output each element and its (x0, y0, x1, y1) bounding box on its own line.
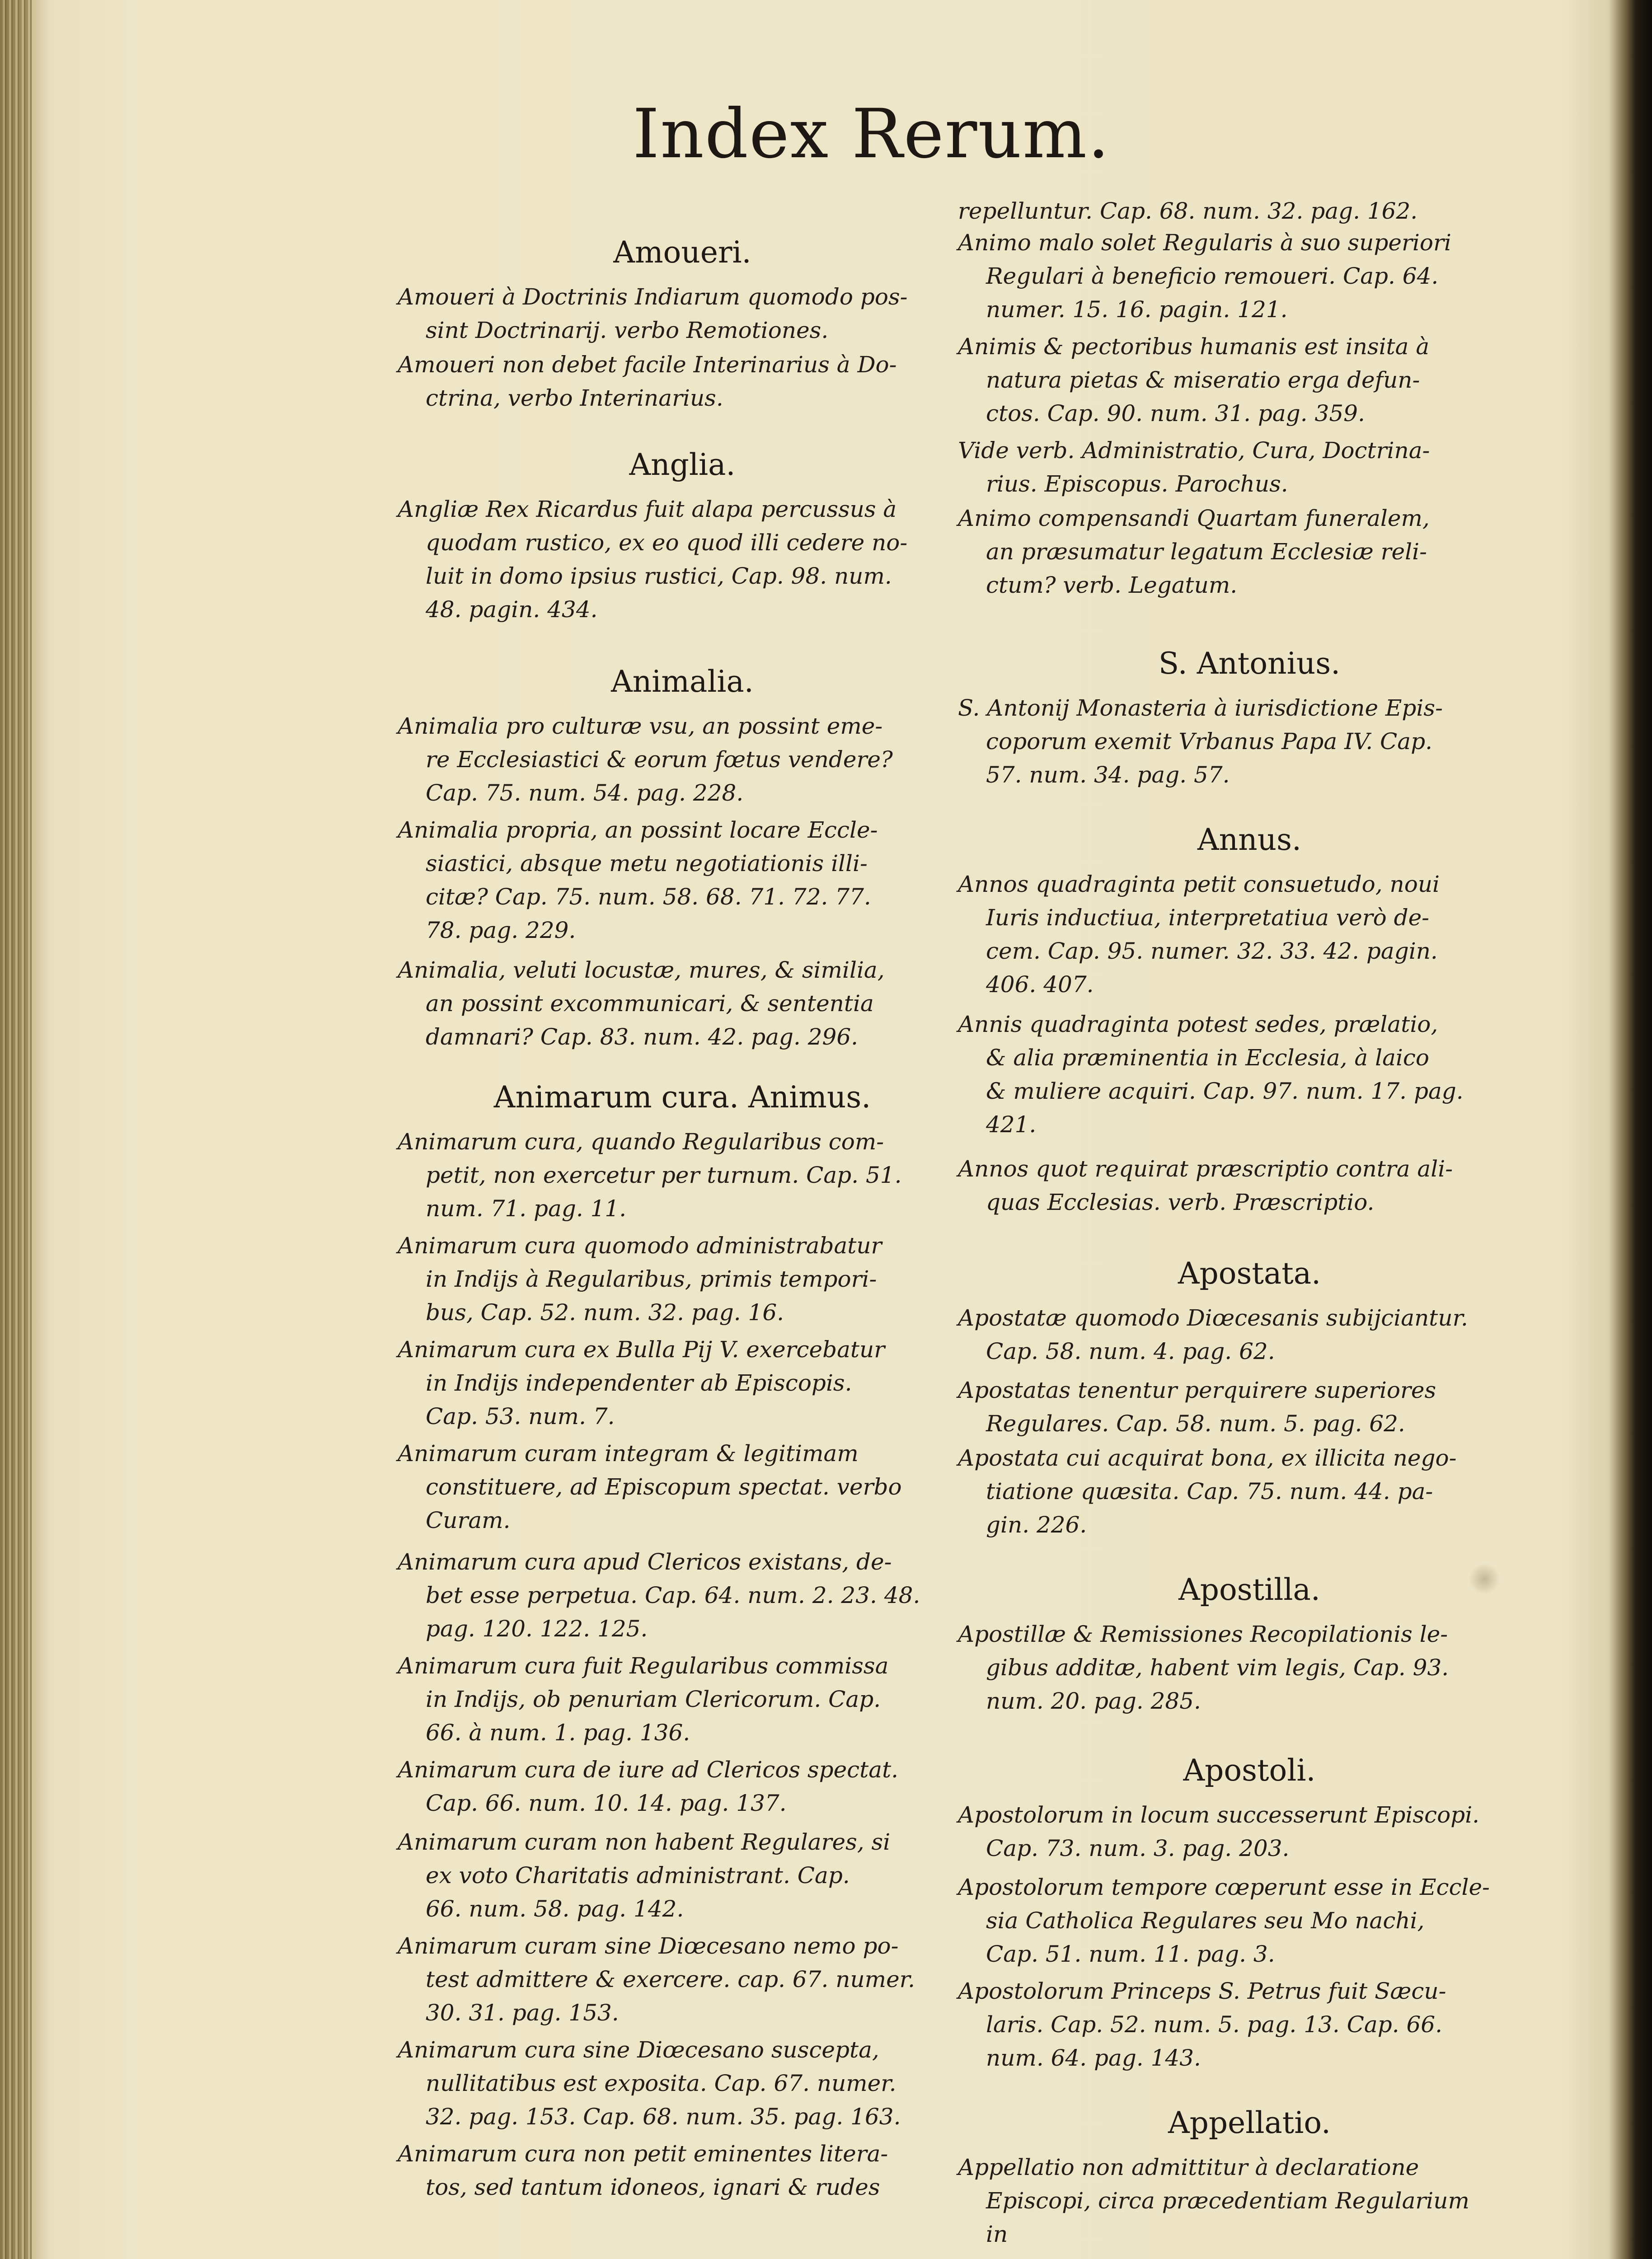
entry-line: in Indijs, ob penuriam Clericorum. Cap. (426, 1686, 881, 1712)
index-entry (958, 1870, 1541, 1971)
index-entry (398, 1545, 967, 1645)
entry-line: 32. pag. 153. Cap. 68. num. 35. pag. 163. (426, 2104, 901, 2130)
entry-line: Regulares. Cap. 58. num. 5. pag. 62. (986, 1411, 1405, 1437)
entry-line: quodam rustico, ex eo quod illi cedere no- (426, 530, 908, 556)
entry-line: ctum? verb. Legatum. (986, 572, 1238, 598)
entry-line: Regulari à beneficio remoueri. Cap. 64. (986, 263, 1439, 289)
entry-line: bus, Cap. 52. num. 32. pag. 16. (426, 1299, 784, 1326)
index-entry (398, 709, 967, 810)
entry-line: Animarum cura sine Diœcesano suscepta, (398, 2037, 879, 2063)
entry-line: 57. num. 34. pag. 57. (986, 762, 1230, 788)
entry-line: Animarum cura quomodo administrabatur (398, 1233, 882, 1259)
entry-line: Episcopi, circa præcedentiam Regularium (986, 2188, 1469, 2214)
section-heading: Apostata. (1178, 1256, 1321, 1291)
entry-line: laris. Cap. 52. num. 5. pag. 13. Cap. 66. (986, 2011, 1443, 2038)
entry-line: petit, non exercetur per turnum. Cap. 51. (426, 1162, 902, 1188)
entry-line: numer. 15. 16. pagin. 121. (986, 296, 1288, 323)
entry-line: sint Doctrinarij. verbo Remotiones. (426, 317, 829, 343)
entry-line: an præsumatur legatum Ecclesiæ reli- (986, 539, 1427, 565)
entry-line: Apostata cui acquirat bona, ex illicita nego- (958, 1445, 1457, 1471)
index-entry (398, 280, 967, 347)
index-entry (398, 813, 967, 947)
index-entry (958, 501, 1541, 602)
index-entry (398, 1229, 967, 1329)
entry-line: nullitatibus est exposita. Cap. 67. numer. (426, 2070, 896, 2096)
page-edge (0, 0, 32, 2259)
entry-line: citæ? Cap. 75. num. 58. 68. 71. 72. 77. (426, 884, 871, 910)
index-entry (958, 1974, 1541, 2075)
entry-line: ctos. Cap. 90. num. 31. pag. 359. (986, 400, 1365, 426)
entry-line: luit in domo ipsius rustici, Cap. 98. num. (426, 563, 892, 589)
section-heading: S. Antonius. (1158, 646, 1341, 681)
entry-line: Animarum cura non petit eminentes litera- (398, 2141, 888, 2167)
entry-line: gin. 226. (986, 1512, 1087, 1538)
entry-line: Animis & pectoribus humanis est insita à (958, 333, 1430, 360)
entry-line: Cap. 51. num. 11. pag. 3. (986, 1941, 1275, 1967)
index-entry (958, 1617, 1541, 1718)
entry-line: Cap. 73. num. 3. pag. 203. (986, 1835, 1290, 1861)
entry-line: constituere, ad Episcopum spectat. verbo (426, 1474, 902, 1500)
section-heading: Amoueri. (613, 235, 751, 270)
entry-line: Cap. 66. num. 10. 14. pag. 137. (426, 1790, 787, 1816)
entry-line: Apostolorum in locum successerunt Episcopi. (958, 1802, 1480, 1828)
entry-line: Apostatas tenentur perquirere superiores (958, 1377, 1436, 1403)
section-heading: Animalia. (611, 664, 754, 699)
page-title: Index Rerum. (633, 95, 1110, 173)
entry-line: gibus additæ, habent vim legis, Cap. 93. (986, 1654, 1449, 1681)
entry-line: bet esse perpetua. Cap. 64. num. 2. 23. 48. (426, 1582, 920, 1608)
entry-line: Animo compensandi Quartam funeralem, (958, 505, 1430, 531)
entry-line: & alia præminentia in Ecclesia, à laico (986, 1045, 1430, 1071)
entry-line: num. 64. pag. 143. (986, 2045, 1201, 2071)
entry-line: Annis quadraginta potest sedes, prælatio, (958, 1011, 1438, 1037)
entry-line: Animalia pro culturæ vsu, an possint eme- (398, 713, 883, 739)
entry-line: Animarum cura fuit Regularibus commissa (398, 1653, 889, 1679)
entry-line: Angliæ Rex Ricardus fuit alapa percussus à (398, 496, 897, 522)
entry-line: Animarum cura de iure ad Clericos spectat. (398, 1757, 899, 1783)
entry-line: 421. (986, 1111, 1037, 1138)
entry-line: Amoueri à Doctrinis Indiarum quomodo pos- (398, 284, 908, 310)
entry-line: Animarum cura ex Bulla Pij V. exercebatur (398, 1336, 885, 1363)
entry-line: Animarum curam non habent Regulares, si (398, 1829, 891, 1855)
entry-line: test admittere & exercere. cap. 67. numer. (426, 1966, 915, 1992)
entry-line: re Ecclesiastici & eorum fœtus vendere? (426, 746, 893, 773)
index-entry (958, 1301, 1541, 1368)
section-heading: Apostilla. (1178, 1572, 1320, 1607)
entry-line: 66. num. 58. pag. 142. (426, 1896, 684, 1922)
index-entry (958, 226, 1541, 326)
entry-line: 30. 31. pag. 153. (426, 2000, 619, 2026)
section-heading: Animarum cura. Animus. (493, 1080, 871, 1115)
entry-line: ex voto Charitatis administrant. Cap. (426, 1862, 850, 1889)
index-entry (958, 1152, 1541, 1219)
entry-line: Apostillæ & Remissiones Recopilationis le- (958, 1621, 1448, 1647)
entry-line: Vide verb. Administratio, Cura, Doctrina- (958, 437, 1430, 464)
entry-line: Iuris inductiua, interpretatiua verò de- (986, 905, 1430, 931)
entry-line: 78. pag. 229. (426, 917, 576, 943)
index-entry (398, 953, 967, 1054)
section-heading: Apostoli. (1183, 1753, 1316, 1788)
entry-line: 66. à num. 1. pag. 136. (426, 1720, 690, 1746)
entry-line: an possint excommunicari, & sententia (426, 990, 874, 1017)
entry-line: Annos quot requirat præscriptio contra ali- (958, 1156, 1453, 1182)
entry-line: & muliere acquiri. Cap. 97. num. 17. pag. (986, 1078, 1464, 1104)
index-entry (398, 1649, 967, 1749)
entry-line: 48. pagin. 434. (426, 596, 598, 623)
entry-line: Amoueri non debet facile Interinarius à Do- (398, 352, 897, 378)
section-heading: Annus. (1197, 822, 1302, 857)
index-entry (398, 1929, 967, 2029)
entry-line: Animarum cura apud Clericos existans, de- (398, 1549, 892, 1575)
entry-line: Curam. (426, 1507, 511, 1533)
entry-line: Cap. 53. num. 7. (426, 1403, 615, 1429)
entry-line: in Indijs independenter ab Episcopis. (426, 1370, 852, 1396)
entry-line: S. Antonij Monasteria à iurisdictione Epis- (958, 695, 1443, 721)
entry-line: Animalia, veluti locustæ, mures, & similia, (398, 957, 885, 983)
index-entry (398, 2137, 967, 2204)
index-entry (398, 1125, 967, 1225)
entry-line: tos, sed tantum idoneos, ignari & rudes (426, 2174, 880, 2200)
entry-line: repelluntur. Cap. 68. num. 32. pag. 162. (958, 198, 1418, 224)
entry-line: Annos quadraginta petit consuetudo, noui (958, 871, 1440, 897)
entry-line: siastici, absque metu negotiationis illi- (426, 850, 868, 876)
index-entry (398, 2033, 967, 2133)
index-entry (958, 434, 1541, 501)
index-entry (398, 1437, 967, 1537)
entry-line: cem. Cap. 95. numer. 32. 33. 42. pagin. (986, 938, 1438, 964)
entry-line: damnari? Cap. 83. num. 42. pag. 296. (426, 1024, 859, 1050)
entry-line: Appellatio non admittitur à declaratione (958, 2154, 1419, 2180)
entry-line: coporum exemit Vrbanus Papa IV. Cap. (986, 728, 1432, 755)
index-entry (398, 492, 967, 626)
index-entry (398, 348, 967, 415)
entry-line: natura pietas & miseratio erga defun- (986, 367, 1420, 393)
entry-line: sia Catholica Regulares seu Mo nachi, (986, 1907, 1425, 1934)
entry-line: in (986, 2221, 1008, 2247)
entry-line: Animarum cura, quando Regularibus com- (398, 1129, 884, 1155)
entry-line: Animalia propria, an possint locare Eccle- (398, 817, 878, 843)
entry-line: Apostolorum Princeps S. Petrus fuit Sæcu- (958, 1978, 1446, 2004)
entry-line: Apostatæ quomodo Diœcesanis subijciantur. (958, 1305, 1468, 1331)
entry-line: Animarum curam integram & legitimam (398, 1440, 859, 1467)
entry-line: Apostolorum tempore cœperunt esse in Eccle- (958, 1874, 1490, 1900)
index-entry (958, 2151, 1541, 2251)
index-entry (958, 867, 1541, 1001)
entry-line: quas Ecclesias. verb. Præscriptio. (986, 1189, 1375, 1215)
entry-line: Animarum curam sine Diœcesano nemo po- (398, 1933, 899, 1959)
index-entry (398, 1753, 967, 1820)
entry-line: Cap. 75. num. 54. pag. 228. (426, 780, 744, 806)
index-entry (398, 1333, 967, 1433)
entry-line: num. 20. pag. 285. (986, 1688, 1201, 1714)
entry-line: 406. 407. (986, 971, 1094, 998)
index-entry (398, 1825, 967, 1926)
index-entry (958, 691, 1541, 792)
index-entry (958, 1798, 1541, 1865)
index-entry (958, 1373, 1541, 1440)
entry-line: tiatione quæsita. Cap. 75. num. 44. pa- (986, 1478, 1433, 1504)
entry-line: num. 71. pag. 11. (426, 1195, 627, 1222)
section-heading: Appellatio. (1168, 2105, 1331, 2140)
index-entry (958, 1441, 1541, 1542)
entry-line: Animo malo solet Regularis à suo superiori (958, 230, 1451, 256)
entry-line: in Indijs à Regularibus, primis tempori- (426, 1266, 877, 1292)
section-heading: Anglia. (629, 447, 736, 482)
entry-line: rius. Episcopus. Parochus. (986, 471, 1288, 497)
entry-line: Cap. 58. num. 4. pag. 62. (986, 1338, 1275, 1364)
index-entry (958, 330, 1541, 430)
entry-line: ctrina, verbo Interinarius. (426, 385, 723, 411)
entry-line: pag. 120. 122. 125. (426, 1616, 648, 1642)
index-entry (958, 194, 1541, 228)
index-entry (958, 1008, 1541, 1141)
